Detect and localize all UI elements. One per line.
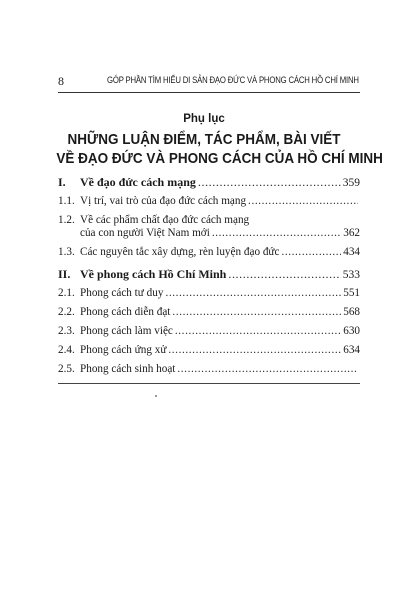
bottom-rule bbox=[58, 383, 360, 384]
toc-page: 362 bbox=[343, 227, 360, 239]
toc-page: 568 bbox=[343, 306, 360, 318]
toc-title: Về các phẩm chất đạo đức cách mạng bbox=[80, 214, 250, 226]
dot-leader bbox=[165, 287, 341, 300]
page-header bbox=[0, 0, 408, 92]
running-head: GÓP PHẦN TÌM HIỂU DI SẢN ĐẠO ĐỨC VÀ PHONG CÁCH HỒ CHÍ MINH bbox=[107, 75, 359, 85]
header-rule bbox=[58, 92, 360, 93]
appendix-title-line-2: VỀ ĐẠO ĐỨC VÀ PHONG CÁCH CỦA HỒ CHÍ MINH bbox=[56, 150, 383, 167]
toc-page: 533 bbox=[342, 269, 360, 281]
toc-number: 2.5. bbox=[58, 363, 75, 375]
toc-number: I. bbox=[58, 175, 66, 189]
dot-leader bbox=[168, 344, 341, 357]
toc-number: 1.3. bbox=[58, 246, 75, 258]
toc-title: Phong cách ứng xử bbox=[80, 344, 167, 356]
toc-title: Phong cách làm việc bbox=[80, 325, 173, 337]
toc-number: 1.1. bbox=[58, 195, 75, 207]
toc-number: 2.2. bbox=[58, 306, 75, 318]
toc-title-continued: của con người Việt Nam mới bbox=[80, 227, 210, 239]
toc-title: Phong cách diễn đạt bbox=[80, 306, 171, 318]
appendix-label: Phụ lục bbox=[183, 113, 225, 125]
toc-page: 359 bbox=[342, 177, 360, 189]
toc-page: 434 bbox=[343, 246, 360, 258]
dot-leader bbox=[228, 268, 340, 281]
toc-number: 1.2. bbox=[58, 214, 75, 226]
toc-number: 2.1. bbox=[58, 287, 75, 299]
dot-leader bbox=[172, 306, 341, 319]
toc-title: Phong cách tư duy bbox=[80, 287, 164, 299]
appendix-title-line-1: NHỮNG LUẬN ĐIỂM, TÁC PHẨM, BÀI VIẾT bbox=[67, 131, 341, 148]
toc-title: Về đạo đức cách mạng bbox=[80, 175, 196, 189]
toc-page: 630 bbox=[343, 325, 360, 337]
dot-leader bbox=[212, 227, 341, 240]
dot-leader bbox=[175, 325, 341, 338]
toc-page: 551 bbox=[343, 287, 360, 299]
dot-leader bbox=[177, 363, 358, 376]
toc-title: Về phong cách Hồ Chí Minh bbox=[80, 267, 227, 281]
toc-title: Vị trí, vai trò của đạo đức cách mạng bbox=[80, 195, 247, 207]
toc-title: Phong cách sinh hoạt bbox=[80, 363, 176, 375]
page-number: 8 bbox=[58, 74, 64, 88]
toc-number: 2.3. bbox=[58, 325, 75, 337]
dot-leader bbox=[198, 176, 341, 189]
toc-page: 634 bbox=[343, 344, 360, 356]
toc-number: II. bbox=[58, 267, 71, 281]
dot-leader bbox=[248, 195, 358, 208]
toc-title: Các nguyên tắc xây dựng, rèn luyện đạo đức bbox=[80, 246, 280, 258]
dot-leader bbox=[281, 246, 341, 259]
stray-dot-mark bbox=[155, 395, 157, 397]
toc-number: 2.4. bbox=[58, 344, 75, 356]
